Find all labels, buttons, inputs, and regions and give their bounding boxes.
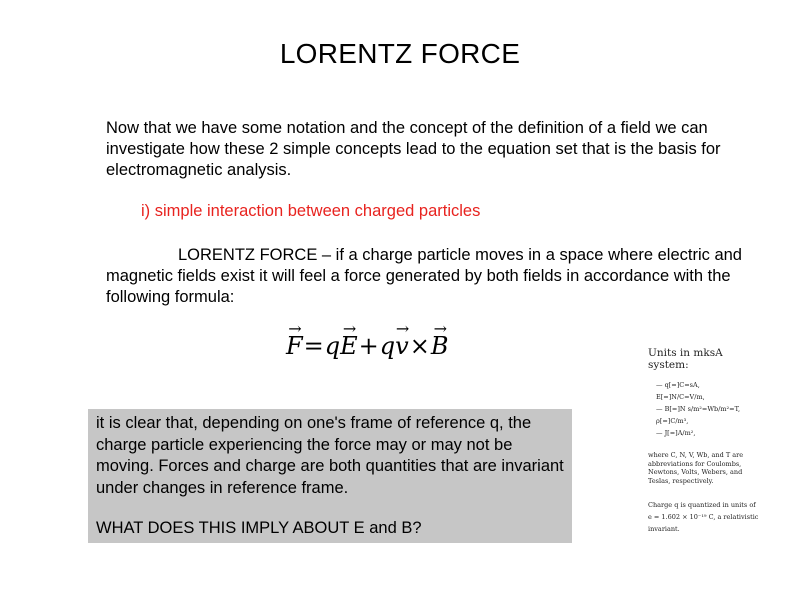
list-item: — q[=]C=sA, [656, 381, 700, 389]
equals-sign: = [303, 332, 324, 360]
force-vector: → F [286, 332, 303, 360]
units-heading: Units in mksA system: [648, 347, 723, 371]
discussion-box [88, 409, 572, 543]
cross-product-sign: × [409, 332, 430, 360]
definition-paragraph [106, 245, 746, 308]
plus-sign: + [358, 332, 379, 360]
units-list [648, 379, 760, 439]
discussion-question: WHAT DOES THIS IMPLY ABOUT E and B? [96, 519, 422, 537]
page-title: LORENTZ FORCE [279, 38, 521, 69]
charge-symbol: q [379, 332, 396, 360]
discussion-text: it is clear that, depending on one's frame of reference q, the charge particle experiencing the force may or may not be moving. Forces and charge are both quantities that are invariant under changes in reference frame. [96, 414, 564, 497]
definition-text: LORENTZ FORCE – if a charge particle moves in a space where electric and magnetic fields exist it will feel a force generated by both fields in accordance with the following formula: [106, 246, 742, 306]
subheading: i) simple interaction between charged particles [141, 202, 481, 220]
list-item: E[=]N/C=V/m, [656, 393, 705, 401]
units-abbreviation-note: where C, N, V, Wb, and T are abbreviations for Coulombs, Newtons, Volts, Webers, and Teslas, respectively. [648, 451, 744, 485]
magnetic-field-vector: → B [431, 332, 449, 360]
charge-quantization-note: Charge q is quantized in units of e = 1.602 × 10⁻¹⁹ C, a relativistic invariant. [648, 501, 759, 533]
lorentz-formula [286, 332, 448, 360]
list-item: ρ[=]C/m³, [656, 417, 689, 425]
intro-paragraph: Now that we have some notation and the concept of the definition of a field we can investigate how these 2 simple concepts lead to the equation set that is the basis for electromagnetic analysis. [106, 119, 721, 179]
charge-symbol: q [324, 332, 341, 360]
electric-field-vector: → E [340, 332, 358, 360]
list-item: — B[=]N s/m²=Wb/m²=T, [656, 405, 741, 413]
units-sidebar [648, 347, 760, 535]
velocity-vector: → v [395, 332, 409, 360]
list-item: — J[=]A/m², [656, 429, 696, 437]
